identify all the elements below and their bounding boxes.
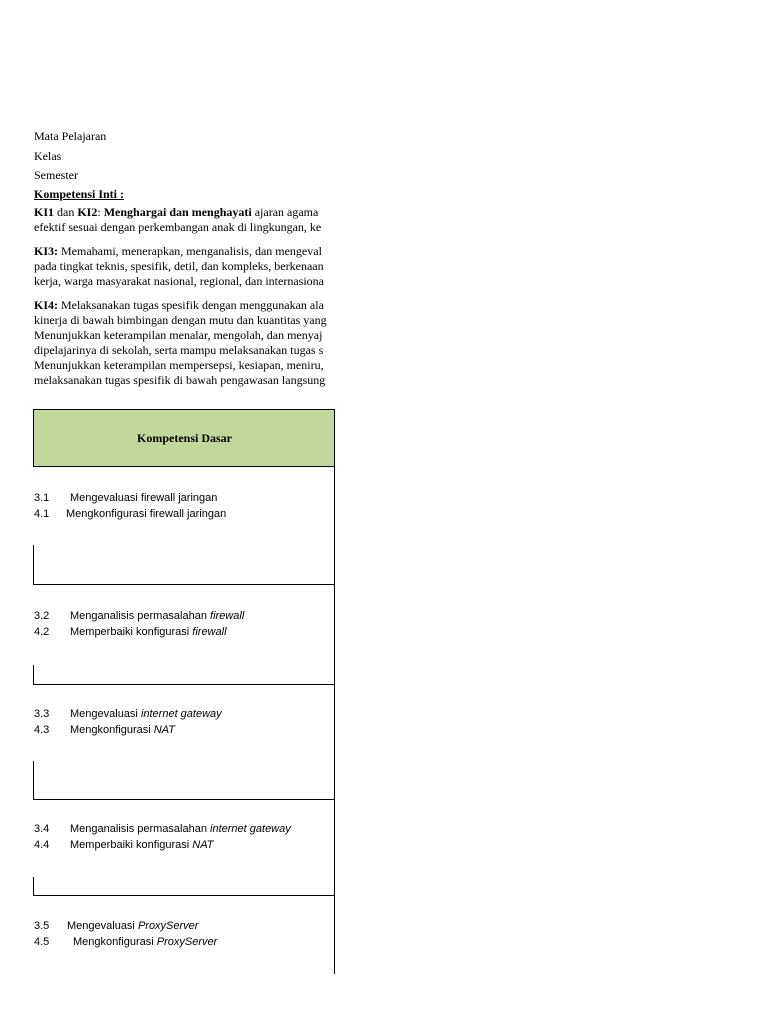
- kd-italic: firewall: [192, 625, 227, 638]
- kd-item-3-5: [34, 919, 217, 935]
- ki4-label: KI4:: [34, 298, 58, 312]
- kd-text: Mengkonfigurasi: [70, 723, 154, 736]
- kd-number: 3.4: [34, 823, 50, 835]
- ki12-rest: ajaran agama: [251, 205, 319, 219]
- row-divider-tick: [33, 877, 34, 895]
- kd-number: 3.5: [34, 920, 50, 932]
- ki3-paragraph: [34, 244, 324, 289]
- ki4-paragraph: [34, 298, 327, 388]
- kd-italic: NAT: [192, 838, 214, 851]
- kd-number: 4.1: [34, 507, 50, 520]
- kd-text: Mengevaluasi firewall jaringan: [70, 492, 218, 504]
- row-divider-tick: [33, 665, 34, 684]
- row-divider: [33, 684, 335, 685]
- ki4-line-6: melaksanakan tugas spesifik di bawah pengawasan langsung: [34, 373, 326, 387]
- ki12-dan: dan: [54, 205, 78, 219]
- row-divider: [33, 799, 335, 800]
- kd-text: Memperbaiki konfigurasi: [70, 838, 193, 851]
- kelas-label: Kelas: [34, 149, 62, 163]
- kd-text: Memperbaiki konfigurasi: [70, 625, 193, 638]
- kd-italic: NAT: [153, 723, 175, 736]
- kd-item-3-3: [34, 707, 222, 723]
- row-divider-tick: [33, 761, 34, 799]
- ki4-line-4: dipelajarinya di sekolah, serta mampu melaksanakan tugas s: [34, 343, 324, 357]
- kd-item-4-2: [34, 625, 244, 641]
- kd-item-4-5: [34, 935, 217, 951]
- kd-number: 4.3: [34, 723, 50, 736]
- ki3-line-3: kerja, warga masyarakat nasional, regional, dan internasiona: [34, 274, 324, 288]
- kd-item-3-4: [34, 822, 291, 838]
- kd-italic: internet gateway: [140, 708, 222, 720]
- kd-row-4: [34, 822, 291, 853]
- ki4-line-1: [34, 298, 327, 313]
- kd-row-3: [34, 707, 222, 738]
- row-divider: [33, 895, 335, 896]
- semester-label: Semester: [34, 168, 78, 182]
- kompetensi-dasar-header: Kompetensi Dasar: [33, 409, 335, 467]
- ki1-label: KI1: [34, 205, 55, 219]
- ki12-bold-text: Menghargai dan menghayati: [103, 205, 252, 219]
- kd-number: 4.2: [34, 625, 50, 638]
- ki12-paragraph: [34, 205, 321, 235]
- kd-row-5: [34, 919, 217, 950]
- ki3-line-1: [34, 244, 324, 259]
- ki2-label: KI2: [77, 205, 98, 219]
- row-divider: [33, 584, 335, 585]
- kd-text: Menganalisis permasalahan: [70, 823, 211, 835]
- kd-row-1: [34, 491, 226, 522]
- ki4-line-3: Menunjukkan keterampilan menalar, mengolah, dan menyaj: [34, 328, 323, 342]
- kd-italic: ProxyServer: [156, 935, 218, 948]
- ki12-line-1: [34, 205, 321, 220]
- ki4-line-5: Menunjukkan keterampilan mempersepsi, kesiapan, meniru,: [34, 358, 324, 372]
- kd-item-4-4: [34, 838, 291, 854]
- kd-number: 3.2: [34, 610, 50, 622]
- kd-number: 4.5: [34, 935, 50, 948]
- ki4-text-1: Melaksanakan tugas spesifik dengan menggunakan ala: [58, 298, 324, 312]
- ki4-line-2: kinerja di bawah bimbingan dengan mutu dan kuantitas yang: [34, 313, 327, 327]
- mata-pelajaran-label: Mata Pelajaran: [34, 129, 107, 143]
- kd-italic: internet gateway: [210, 823, 291, 835]
- kd-text: Mengkonfigurasi firewall jaringan: [66, 507, 227, 520]
- kd-italic: firewall: [210, 610, 245, 622]
- kd-number: 3.1: [34, 492, 50, 504]
- ki3-text-1: Memahami, menerapkan, menganalisis, dan mengeval: [58, 244, 322, 258]
- ki12-colon: :: [97, 205, 104, 219]
- kd-text: Mengkonfigurasi: [73, 935, 157, 948]
- kd-item-4-1: [34, 507, 226, 523]
- kompetensi-inti-title: Kompetensi Inti :: [34, 187, 124, 201]
- ki3-label: KI3:: [34, 244, 58, 258]
- kd-italic: ProxyServer: [137, 920, 199, 932]
- ki3-line-2: pada tingkat teknis, spesifik, detil, dan kompleks, berkenaan: [34, 259, 324, 273]
- kd-item-3-1: [34, 491, 226, 507]
- row-divider-tick: [33, 545, 34, 584]
- kd-number: 3.3: [34, 708, 50, 720]
- kd-row-2: [34, 609, 244, 640]
- kd-text: Mengevaluasi: [70, 708, 141, 720]
- document-page: [0, 0, 335, 1024]
- kd-text: Mengevaluasi: [67, 920, 138, 932]
- table-right-border: [334, 409, 335, 974]
- ki12-line-2: efektif sesuai dengan perkembangan anak di lingkungan, ke: [34, 220, 322, 234]
- kd-item-3-2: [34, 609, 244, 625]
- kd-number: 4.4: [34, 838, 50, 851]
- kd-text: Menganalisis permasalahan: [70, 610, 211, 622]
- kd-item-4-3: [34, 723, 222, 739]
